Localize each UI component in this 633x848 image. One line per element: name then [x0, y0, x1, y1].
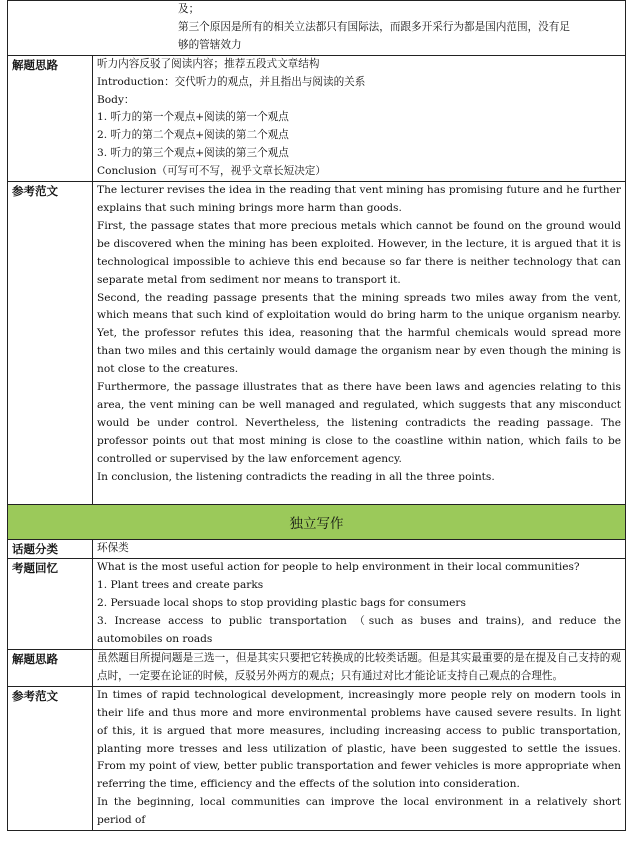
question-content: [93, 559, 626, 650]
question-label: 考题回忆: [8, 559, 93, 650]
essay-paragraph: First, the passage states that more precious metals which cannot be found on the ground would be discovered when the mining has been exploited. However, in the lecture, it is argued that it is technological impossible to achieve this end because so far there is neither technology that can separate metal from sediment nor means to transport it.: [97, 219, 621, 286]
analysis-label: 解题思路: [8, 55, 93, 181]
topic-label: 话题分类: [8, 540, 93, 559]
essay-paragraph: In conclusion, the listening contradicts the reading in all the three points.: [97, 470, 495, 483]
sample-essay-row: [8, 686, 626, 830]
analysis-line: 2. 听力的第二个观点+阅读的第二个观点: [97, 129, 289, 142]
document-page: [7, 0, 625, 831]
sample-essay-content: [93, 182, 626, 505]
essay-paragraph: Furthermore, the passage illustrates that as there have been laws and agencies relating to this area, the vent mining can be well managed and regulated, which suggests that any misconduct would be under control. Nevertheless, the listening contradicts the reading passage. The professor points out that most mining is close to the coastline within nation, which fails to be controlled or supervised by the law enforcement agency.: [97, 381, 621, 465]
analysis-content: 虽然题目所提问题是三选一，但是其实只要把它转换成的比较类话题。但是其实最重要的是在提及自己支持的观点时，一定要在论证的时候，反驳另外两方的观点；只有通过对比才能论证支持自己观点的合理性。: [93, 650, 626, 687]
analysis-row: [8, 650, 626, 687]
sample-essay-content: [93, 686, 626, 830]
analysis-line: Body：: [97, 93, 135, 106]
analysis-line: Conclusion（可写可不写，视乎文章长短决定）: [97, 165, 326, 178]
section-title: 独立写作: [8, 505, 626, 540]
fragment-line: 够的管辖效力: [178, 38, 242, 51]
essay-paragraph: The lecturer revises the idea in the reading that vent mining has promising future and he further explains that such mining brings more harm than goods.: [97, 184, 621, 214]
question-line: 1. Plant trees and create parks: [97, 579, 264, 592]
topic-row: [8, 540, 626, 559]
fragment-line: 第三个原因是所有的相关立法都只有国际法，而跟多开采行为都是国内范围，没有足: [178, 20, 570, 33]
analysis-line: Introduction：交代听力的观点，并且指出与阅读的关系: [97, 75, 366, 88]
sample-essay-label: 参考范文: [8, 182, 93, 505]
essay-paragraph: In the beginning, local communities can improve the local environment in a relatively short period of: [97, 796, 621, 827]
sample-essay-label: 参考范文: [8, 686, 93, 830]
question-line: 3. Increase access to public transportation （such as buses and trains), and reduce the automobiles on roads: [97, 615, 621, 646]
fragment-line: 及；: [178, 3, 200, 15]
top-fragment-row: [8, 1, 626, 56]
analysis-label: 解题思路: [8, 650, 93, 687]
topic-value: 环保类: [93, 540, 626, 559]
sample-essay-row: [8, 182, 626, 505]
question-line: What is the most useful action for people to help environment in their local communities?: [97, 561, 580, 574]
analysis-content: [93, 55, 626, 181]
top-fragment-cell: [8, 1, 626, 56]
question-line: 2. Persuade local shops to stop providing plastic bags for consumers: [97, 597, 466, 610]
analysis-row: [8, 55, 626, 181]
section-header-row: [8, 505, 626, 540]
essay-table: [7, 0, 626, 831]
question-row: [8, 559, 626, 650]
analysis-line: 3. 听力的第三个观点+阅读的第三个观点: [97, 147, 289, 160]
analysis-line: 1. 听力的第一个观点+阅读的第一个观点: [97, 111, 289, 124]
analysis-line: 听力内容反驳了阅读内容；推荐五段式文章结构: [97, 57, 320, 70]
essay-paragraph: In times of rapid technological development, increasingly more people rely on modern tools in their life and thus more and more environmental problems have caused severe results. In light of this, it is argued that more measures, including increasing access to public transportation, planting more tresses and less utilization of plastic, have been suggested to settle the issues. From my point of view, better public transportation and fewer vehicles is more appropriate when referring the time, efficiency and the effects of the solution into consideration.: [97, 688, 621, 791]
essay-paragraph: Second, the reading passage presents that the mining spreads two miles away from the vent, which means that such kind of exploitation would do bring harm to the unique organism nearby. Yet, the professor refutes this idea, reasoning that the harmful chemicals would spread more than two miles and this certainly would damage the organism near by even though the mining is not close to the creatures.: [97, 291, 621, 376]
